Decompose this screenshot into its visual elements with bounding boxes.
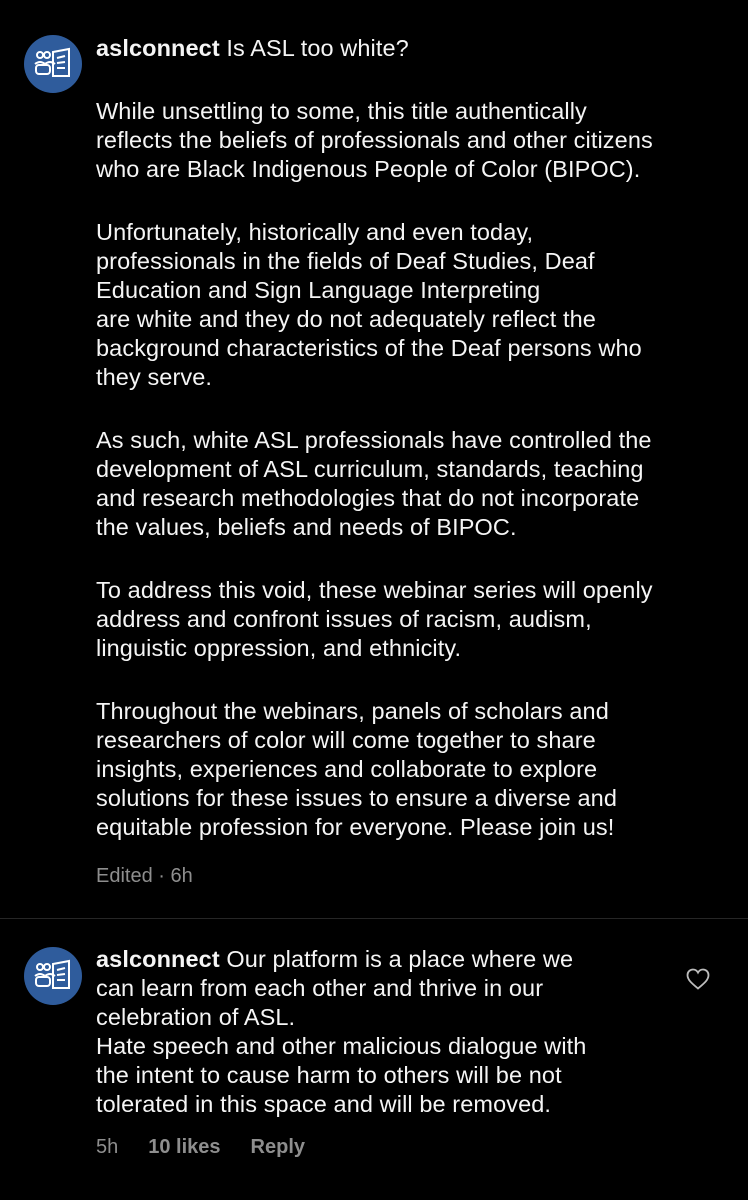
comment: [0, 919, 748, 1200]
caption-paragraph-2: Unfortunately, historically and even today, professionals in the fields of Deaf Studies, Deaf Education and Sign Language Interpreting are white and they do not adequately reflect the background characteristics of the Deaf persons who they serve.: [96, 219, 642, 390]
username[interactable]: aslconnect: [96, 35, 220, 61]
likes-count[interactable]: 10 likes: [148, 1136, 221, 1158]
comment-meta: [96, 1136, 305, 1159]
username[interactable]: aslconnect: [96, 946, 220, 972]
avatar[interactable]: [24, 35, 82, 93]
reply-button[interactable]: Reply: [250, 1136, 306, 1158]
comment-text-1: [96, 945, 686, 1032]
avatar[interactable]: [24, 947, 82, 1005]
heart-outline-icon[interactable]: [686, 968, 710, 990]
caption-body: [96, 34, 726, 842]
comment-time: 5h: [96, 1136, 119, 1158]
caption-title: Is ASL too white?: [219, 35, 409, 61]
caption-paragraph-3: As such, white ASL professionals have controlled the development of ASL curriculum, standards, teaching and research methodologies that do not incorporate the values, beliefs and needs of BIPOC.: [96, 427, 652, 540]
caption-paragraph-1: While unsettling to some, this title authentically reflects the beliefs of professionals and other citizens who are Black Indigenous People of Color (BIPOC).: [96, 98, 653, 182]
comment-body: [96, 945, 686, 1119]
caption-paragraph-4: To address this void, these webinar series will openly address and confront issues of racism, audism, linguistic oppression, and ethnicity.: [96, 577, 653, 661]
aslconnect-logo-icon: [33, 46, 73, 82]
comment-text: Our platform is a place where we can learn from each other and thrive in our celebration of ASL.: [96, 946, 574, 1030]
caption-first-line: [96, 34, 726, 63]
caption-paragraph-5: Throughout the webinars, panels of scholars and researchers of color will come together to share insights, experiences and collaborate to explore solutions for these issues to ensure a diverse and equitable profession for everyone. Please join us!: [96, 698, 617, 840]
aslconnect-logo-icon: [33, 958, 73, 994]
comment-text-2: Hate speech and other malicious dialogue with the intent to cause harm to others will be not tolerated in this space and will be removed.: [96, 1033, 587, 1117]
caption-meta: Edited · 6h: [96, 865, 193, 887]
